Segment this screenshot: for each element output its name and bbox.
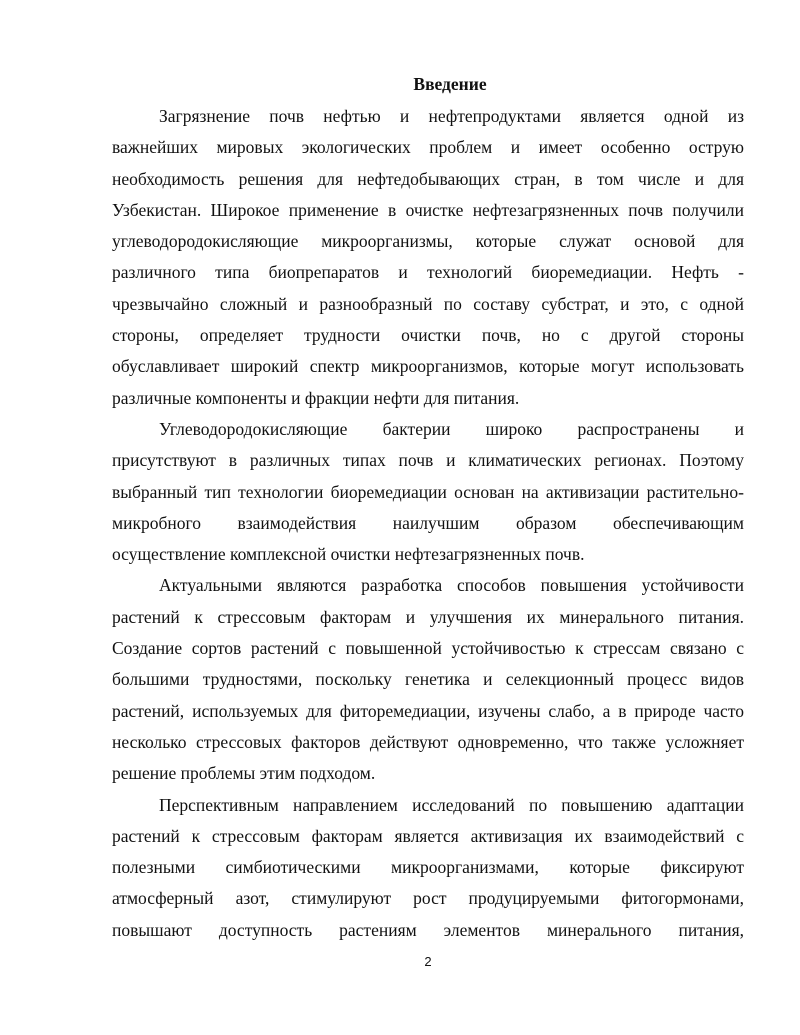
text-line: чрезвычайно сложный и разнообразный по составу субстрат, и это, с одной [112, 293, 744, 314]
body-text [112, 101, 744, 946]
text-line: Перспективным направлением исследований по повышению адаптации [159, 794, 744, 815]
text-line: несколько стрессовых факторов действуют одновременно, что также усложняет [112, 731, 744, 752]
text-line: Актуальными являются разработка способов повышения устойчивости [159, 575, 744, 596]
text-line: растений, используемых для фиторемедиации, изучены слабо, а в природе часто [112, 700, 744, 721]
text-line: микробного взаимодействия наилучшим образом обеспечивающим [112, 512, 744, 533]
text-line: Создание сортов растений с повышенной устойчивостью к стрессам связано с [112, 638, 744, 659]
paragraph-1 [112, 101, 744, 414]
text-line: полезными симбиотическими микроорганизмами, которые фиксируют [112, 857, 744, 878]
text-line: различного типа биопрепаратов и технологий биоремедиации. Нефть - [112, 262, 744, 283]
text-line: повышают доступность растениям элементов минерального питания, [112, 919, 744, 940]
section-heading: Введение [413, 74, 487, 94]
text-line: Загрязнение почв нефтью и нефтепродуктами является одной из [159, 106, 744, 126]
paragraph-3 [112, 570, 744, 789]
text-line: осуществление комплексной очистки нефтезагрязненных почв. [112, 544, 585, 565]
text-line: Углеводородокисляющие бактерии широко распространены и [159, 418, 744, 439]
text-line: важнейших мировых экологических проблем и имеет особенно острую [112, 137, 744, 158]
text-line: необходимость решения для нефтедобывающих стран, в том числе и для [112, 168, 744, 189]
page-number: 2 [424, 954, 432, 969]
text-line: Узбекистан. Широкое применение в очистке нефтезагрязненных почв получили [112, 199, 744, 220]
text-line: растений к стрессовым факторам и улучшения их минерального питания. [112, 606, 744, 627]
text-line: стороны, определяет трудности очистки почв, но с другой стороны [112, 325, 744, 346]
text-line: растений к стрессовым факторам является активизация их взаимодействий с [112, 825, 744, 846]
text-line: различные компоненты и фракции нефти для питания. [112, 387, 520, 408]
text-line: обуславливает широкий спектр микроорганизмов, которые могут использовать [112, 356, 744, 377]
text-line: присутствуют в различных типах почв и климатических регионах. Поэтому [112, 450, 744, 471]
text-line: большими трудностями, поскольку генетика и селекционный процесс видов [112, 669, 744, 690]
paragraph-4 [112, 790, 744, 946]
text-line: углеводородокисляющие микроорганизмы, которые служат основой для [112, 231, 744, 252]
text-line: решение проблемы этим подходом. [112, 763, 376, 784]
paragraph-2 [112, 414, 744, 570]
text-line: выбранный тип технологии биоремедиации основан на активизации растительно- [112, 481, 744, 502]
text-line: атмосферный азот, стимулируют рост продуцируемыми фитогормонами, [112, 888, 744, 909]
